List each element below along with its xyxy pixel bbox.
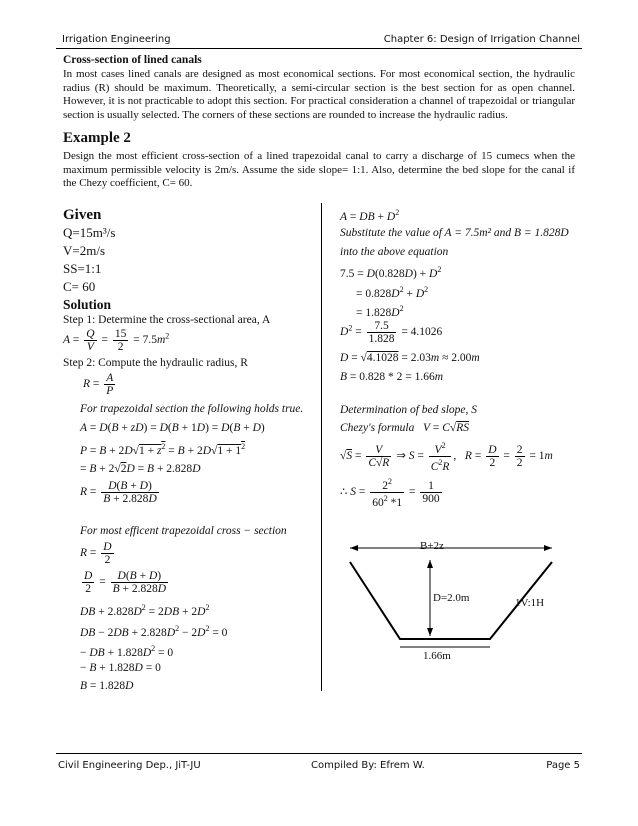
eq-r-a: A = DB + $D^2$ — [340, 208, 400, 223]
slope-label: 1V:1H — [515, 597, 545, 609]
arrow-right — [544, 545, 552, 551]
chezy-note: Chezy's formula — [340, 422, 415, 434]
given-q: Q=15m³/s — [63, 225, 116, 240]
page-header — [56, 34, 582, 48]
given-ss: SS=1:1 — [63, 261, 102, 276]
eq-a-trap: A = D(B + zD) = D(B + 1D) = D(B + D) — [80, 422, 265, 434]
eq-s: ∴ S = $\frac{2^2}{60^2 *1}$ = $\frac{1}{900}$ — [340, 477, 440, 509]
header-rule — [56, 48, 582, 49]
solution-heading: Solution — [63, 297, 112, 312]
eq-8: − B + 1.828D = 0 — [80, 662, 161, 674]
eq-6: DB − $2DB + 2.828D^2 - 2D^2 = 0$ — [80, 624, 228, 639]
eq-7: − DB + $1.828D^2 = 0$ — [80, 644, 174, 659]
eq-area: A = $\frac{Q}{V}$ = $\frac{15}{2}$ = $7.5m^2$ — [63, 328, 170, 353]
arrow-left — [350, 545, 358, 551]
depth-arrow-bottom — [427, 628, 433, 636]
eq-r4: $\frac{D}{2}$ = $\frac{D(B + D)}{B + 2.828D}$ — [84, 570, 167, 595]
eff-note: For most efficent trapezoidal cross − section — [80, 525, 287, 537]
depth-label: D=2.0m — [433, 592, 470, 604]
depth-arrow-top — [427, 560, 433, 568]
eq-r-d: = $1.828D^2$ — [356, 304, 404, 319]
section-title: Cross-section of lined canals — [63, 54, 202, 66]
slope-note: Determination of bed slope, S — [340, 404, 478, 416]
footer-rule — [56, 753, 582, 754]
example-problem: Design the most efficient cross-section of a lined trapezoidal canal to carry a discharge of 15 cumecs when the maximum permissible velocity is 2m/s. Assume the side slope= 1:1. Also, determine the bed slope for the canal if the Chezy coefficient, C= 60. — [63, 150, 575, 190]
example-title: Example 2 — [63, 130, 131, 146]
subst-note: Substitute the value of A = 7.5m² and B = 1.828D — [340, 227, 569, 239]
eq-r-b: $7.5 = D(0.828D) + D^2$ — [340, 265, 442, 280]
footer-left: Civil Engineering Dep., JiT-JU — [58, 760, 201, 771]
section-body: In most cases lined canals are designed as most economical sections. For most economical section, the hydraulic radius (R) should be maximum. Theoretically, a semi-circular section is the best section for as open channel. However, it is not practicable to adopt this section. For practical consideration a channel of trapezoidal or triangular section is usually selected. The corners of these sections are rounded to increase the hydraulic radius. — [63, 68, 575, 122]
eq-5: DB + $2.828D^2 = 2DB + 2D^2$ — [80, 603, 210, 618]
eq-chezy: Chezy's formula V = C√RS — [340, 422, 470, 434]
eq-r-g: B = 0.828 * 2 = 1.66m — [340, 371, 444, 383]
footer-right: Page 5 — [546, 760, 580, 771]
into-note: into the above equation — [340, 246, 449, 258]
given-v: V=2m/s — [63, 243, 106, 258]
header-left: Irrigation Engineering — [62, 34, 171, 45]
given-heading: Given — [63, 207, 102, 223]
eq-r-f: D = √4.1028 = 2.03m ≈ 2.00m — [340, 352, 480, 364]
eq-r-c: = $0.828D^2 + D^2$ — [356, 285, 429, 300]
eq-p: $P = B + 2D√1 + z^2 = B + 2D√1 + 1^2$ — [80, 442, 246, 457]
step-1: Step 1: Determine the cross-sectional area, A — [63, 314, 271, 326]
bed-label: 1.66m — [423, 650, 451, 662]
footer-center: Compiled By: Efrem W. — [311, 760, 425, 771]
top-label: B+2z — [420, 540, 444, 552]
eq-9: B = 1.828D — [80, 680, 134, 692]
step-2: Step 2: Compute the hydraulic radius, R — [63, 357, 248, 369]
eq-chezy2: √S = $\frac{V}{C√R}$ ⇒ S = $\frac{V^2}{C^2R}$ , R = $\frac{D}{2}$ = $\frac{2}{2}$ = 1m — [340, 441, 553, 473]
eq-r: R = $\frac{A}{P}$ — [83, 372, 114, 397]
given-c: C= 60 — [63, 279, 96, 294]
eq-r2: R = $\frac{D(B + D)}{B + 2.828D}$ — [80, 480, 157, 505]
eq-r3: R = $\frac{D}{2}$ — [80, 541, 112, 566]
eq-r-e: $D^2$ = $\frac{7.5}{1.828}$ = 4.1026 — [340, 320, 443, 345]
eq-p2: = B + 2√2D = B + 2.828D — [80, 463, 201, 475]
column-divider — [321, 203, 322, 691]
header-right: Chapter 6: Design of Irrigation Channel — [383, 34, 580, 45]
trap-note: For trapezoidal section the following holds true. — [80, 403, 304, 415]
page-footer — [56, 760, 582, 774]
